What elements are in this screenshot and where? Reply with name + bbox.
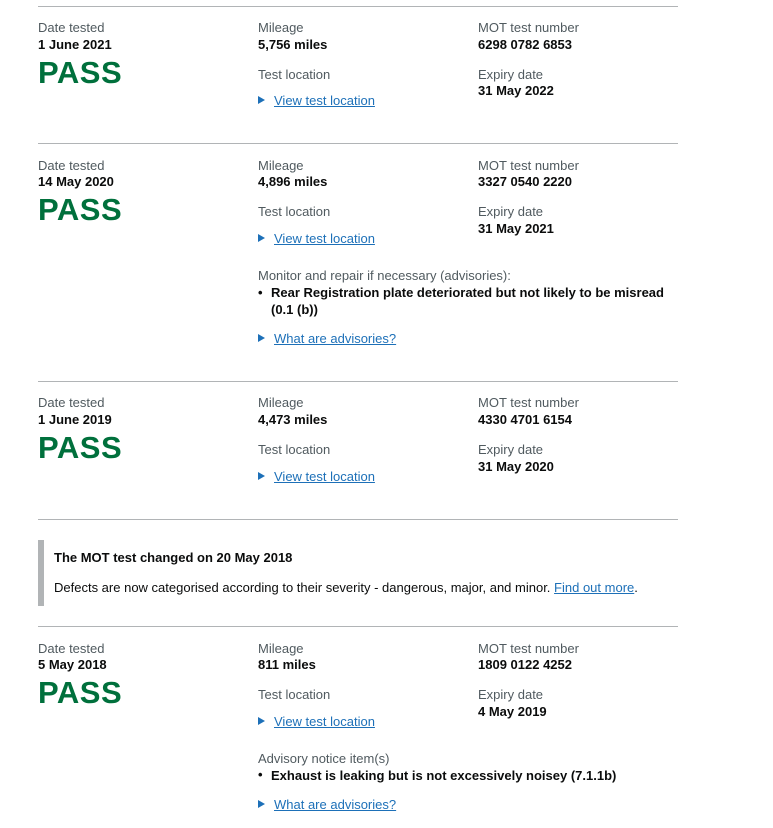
view-test-location-link[interactable]: View test location	[274, 714, 375, 729]
view-test-location-link[interactable]: View test location	[274, 469, 375, 484]
section-divider	[38, 143, 678, 144]
date-tested-value: 1 June 2019	[38, 412, 112, 427]
notice-end: .	[634, 580, 638, 595]
mot-test-number-value: 3327 0540 2220	[478, 174, 572, 189]
bullet-icon: •	[258, 767, 263, 782]
date-tested-value: 14 May 2020	[38, 174, 114, 189]
mot-test-number-value: 4330 4701 6154	[478, 412, 572, 427]
expiry-date-label: Expiry date	[478, 67, 544, 82]
what-are-advisories-toggle[interactable]	[258, 331, 396, 347]
view-test-location-toggle[interactable]	[258, 231, 375, 247]
date-tested-value: 5 May 2018	[38, 657, 107, 672]
mot-test-number-label: MOT test number	[478, 20, 579, 35]
advisory-heading: Monitor and repair if necessary (advisories):	[258, 268, 511, 283]
mileage-value: 5,756 miles	[258, 37, 328, 52]
disclosure-triangle-icon	[258, 334, 265, 342]
expiry-date-value: 4 May 2019	[478, 704, 547, 719]
expiry-date-label: Expiry date	[478, 204, 544, 219]
mileage-value: 4,896 miles	[258, 174, 328, 189]
disclosure-triangle-icon	[258, 800, 265, 808]
notice-body	[54, 580, 638, 595]
test-location-label: Test location	[258, 687, 331, 702]
mot-test-number-label: MOT test number	[478, 641, 579, 656]
section-divider	[38, 6, 678, 7]
date-tested-label: Date tested	[38, 158, 105, 173]
view-test-location-toggle[interactable]	[258, 469, 375, 485]
what-are-advisories-link[interactable]: What are advisories?	[274, 331, 397, 346]
disclosure-triangle-icon	[258, 96, 265, 104]
section-divider	[38, 381, 678, 382]
date-tested-label: Date tested	[38, 641, 105, 656]
bullet-icon: •	[258, 285, 263, 300]
date-tested-label: Date tested	[38, 395, 105, 410]
expiry-date-value: 31 May 2020	[478, 459, 554, 474]
mot-test-number-label: MOT test number	[478, 158, 579, 173]
test-result: PASS	[38, 430, 123, 465]
view-test-location-link[interactable]: View test location	[274, 231, 375, 246]
mileage-label: Mileage	[258, 641, 304, 656]
disclosure-triangle-icon	[258, 717, 265, 725]
notice-text: Defects are now categorised according to their severity - dangerous, major, and minor.	[54, 580, 551, 595]
mileage-value: 4,473 miles	[258, 412, 328, 427]
advisory-item: Exhaust is leaking but is not excessively noisey (7.1.1b)	[271, 768, 617, 783]
mileage-label: Mileage	[258, 20, 304, 35]
mot-test-number-label: MOT test number	[478, 395, 579, 410]
mileage-label: Mileage	[258, 395, 304, 410]
section-divider	[38, 519, 678, 520]
date-tested-value: 1 June 2021	[38, 37, 112, 52]
expiry-date-label: Expiry date	[478, 442, 544, 457]
date-tested-label: Date tested	[38, 20, 105, 35]
test-location-label: Test location	[258, 67, 331, 82]
find-out-more-link[interactable]: Find out more	[554, 580, 635, 595]
test-location-label: Test location	[258, 442, 331, 457]
test-result: PASS	[38, 192, 123, 227]
notice-title: The MOT test changed on 20 May 2018	[54, 550, 293, 565]
test-result: PASS	[38, 55, 123, 90]
advisory-item: Rear Registration plate deteriorated but not likely to be misread (0.1 (b))	[271, 285, 664, 317]
expiry-date-value: 31 May 2022	[478, 83, 554, 98]
advisory-heading: Advisory notice item(s)	[258, 751, 390, 766]
expiry-date-label: Expiry date	[478, 687, 544, 702]
test-location-label: Test location	[258, 204, 331, 219]
mot-test-number-value: 1809 0122 4252	[478, 657, 572, 672]
view-test-location-toggle[interactable]	[258, 714, 375, 730]
mileage-label: Mileage	[258, 158, 304, 173]
expiry-date-value: 31 May 2021	[478, 221, 554, 236]
what-are-advisories-link[interactable]: What are advisories?	[274, 797, 397, 812]
section-divider	[38, 626, 678, 627]
mileage-value: 811 miles	[258, 657, 316, 672]
view-test-location-link[interactable]: View test location	[274, 93, 375, 108]
disclosure-triangle-icon	[258, 234, 265, 242]
what-are-advisories-toggle[interactable]	[258, 797, 396, 813]
test-result: PASS	[38, 675, 123, 710]
mot-test-number-value: 6298 0782 6853	[478, 37, 572, 52]
view-test-location-toggle[interactable]	[258, 93, 375, 109]
disclosure-triangle-icon	[258, 472, 265, 480]
